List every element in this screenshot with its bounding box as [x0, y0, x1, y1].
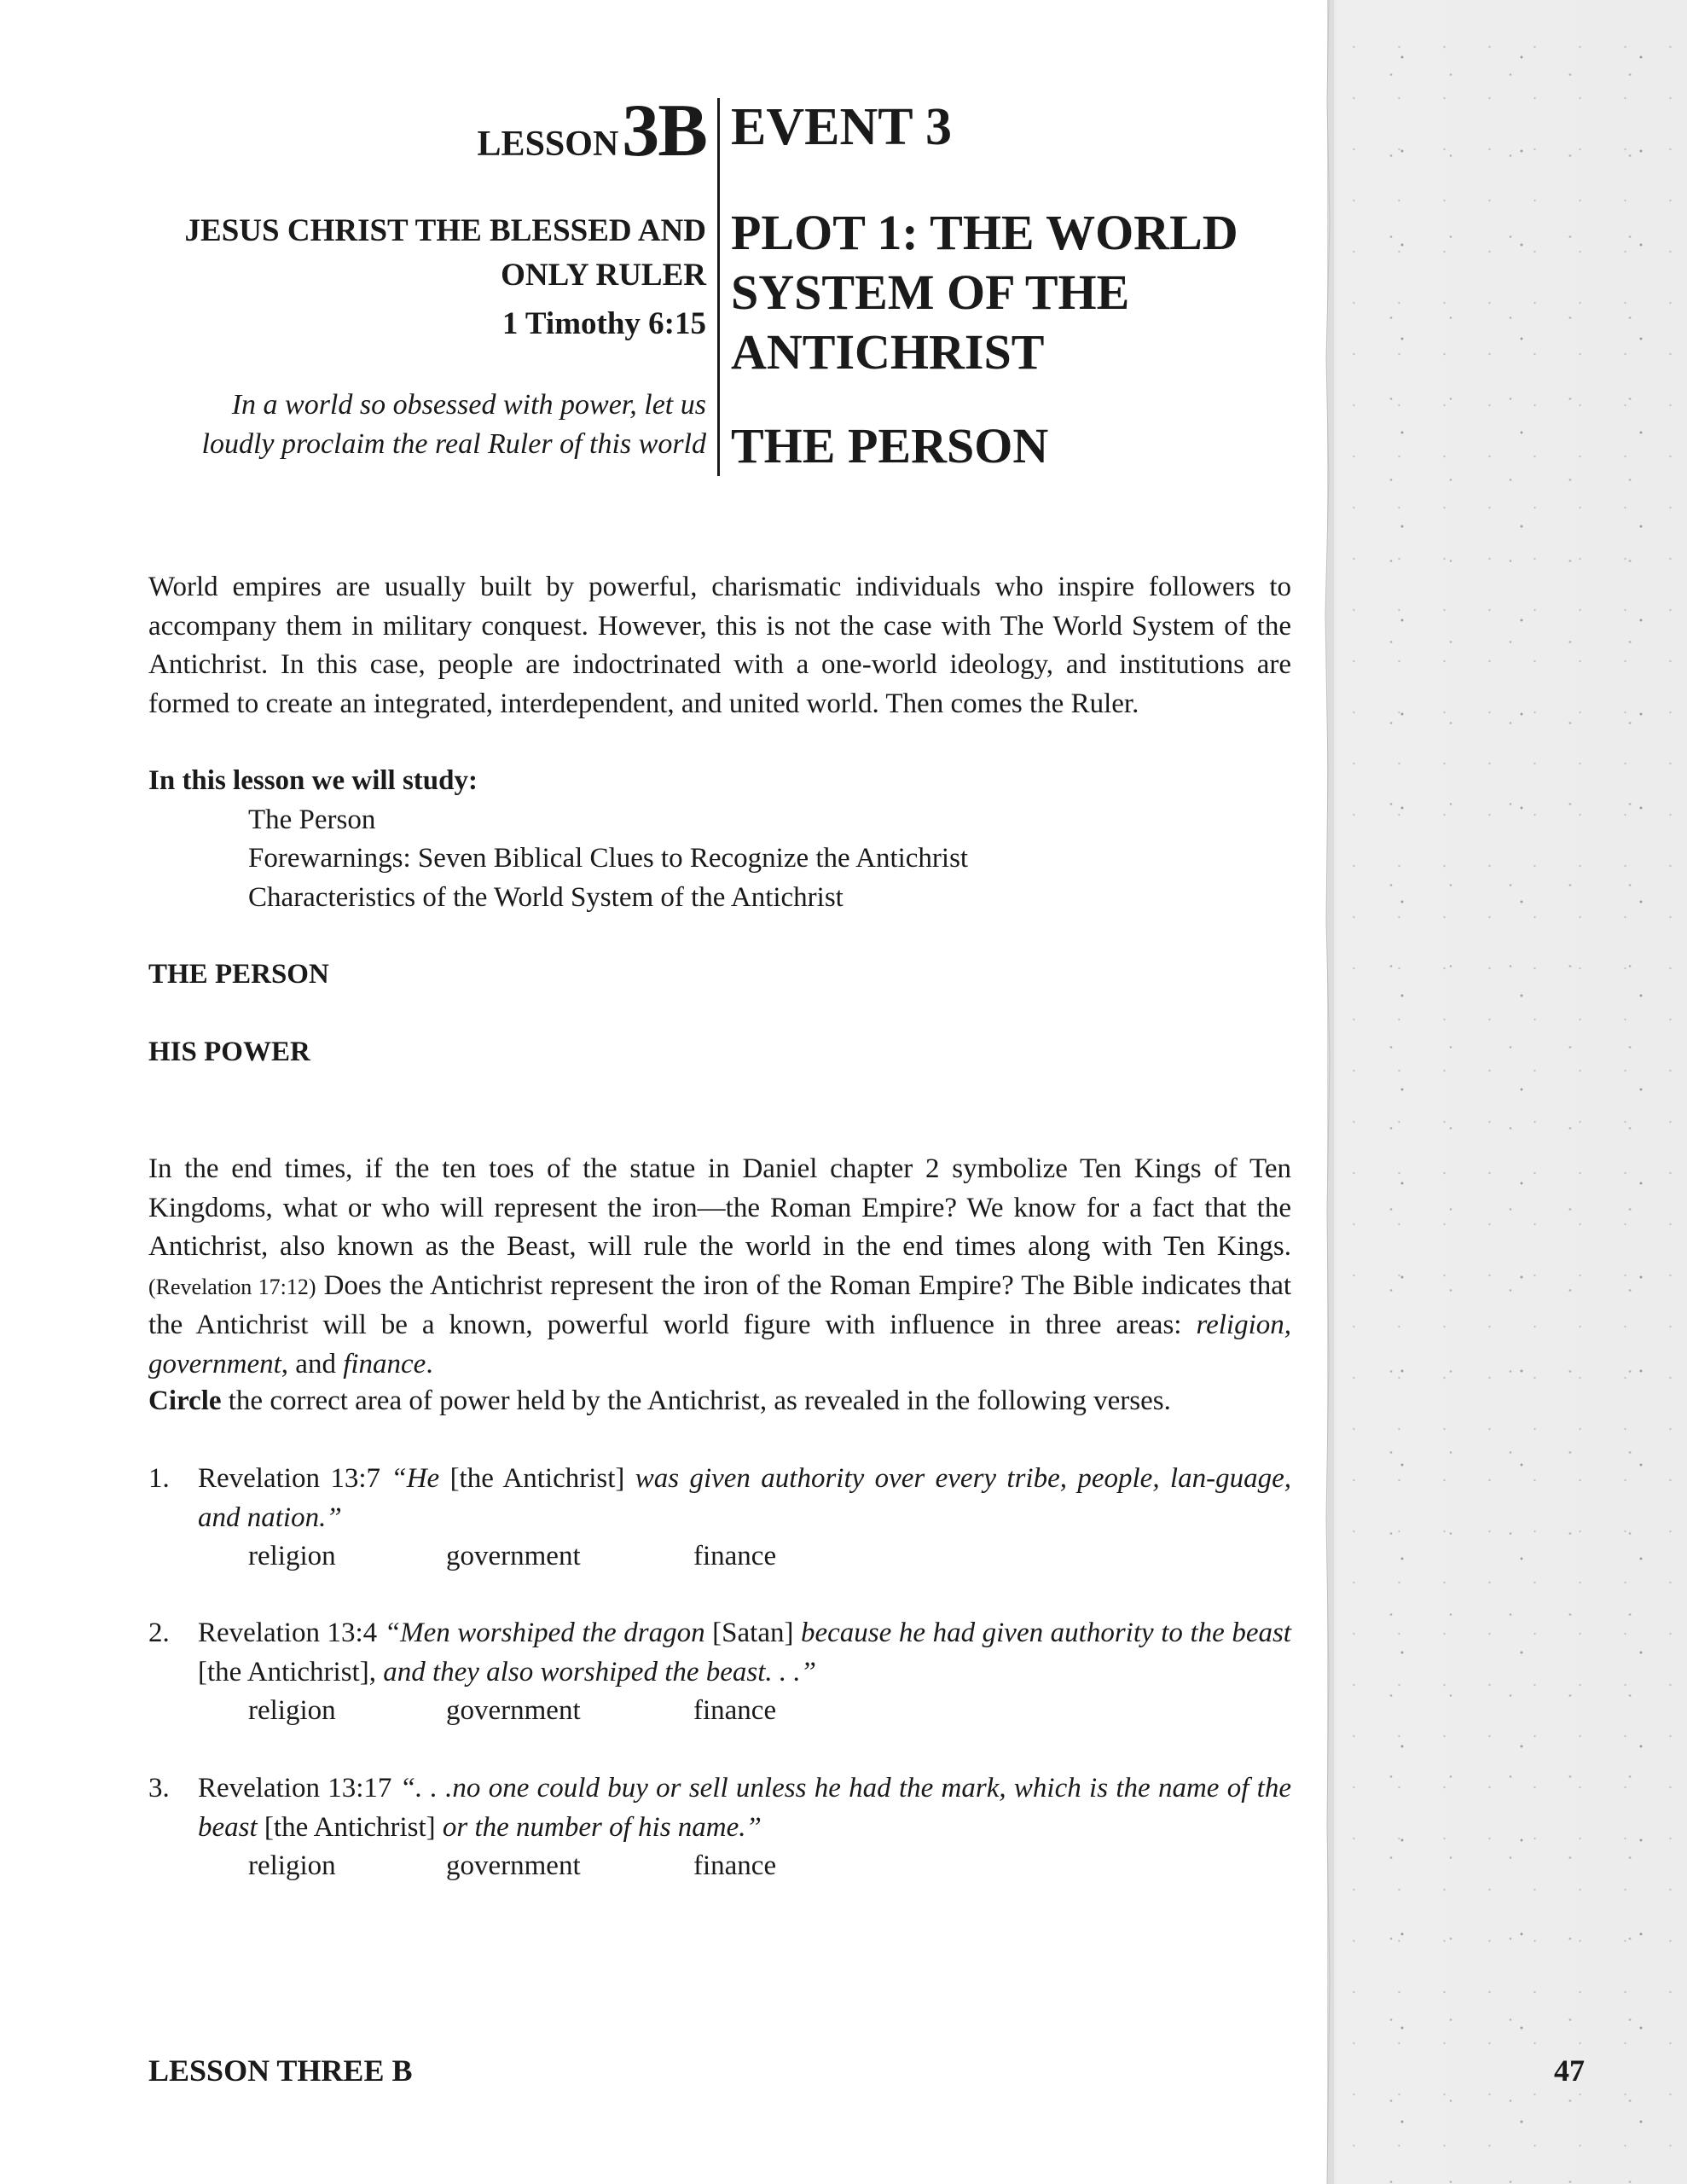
question-number: 2. — [148, 1618, 170, 1648]
plot-title — [731, 203, 1238, 382]
heading-his-power: HIS POWER — [148, 1037, 310, 1067]
lesson-number: 3B — [622, 90, 706, 172]
heading-the-person: THE PERSON — [148, 959, 329, 990]
option-government[interactable]: government — [446, 1541, 581, 1571]
verse-annotation: [the Antichrist] — [439, 1463, 635, 1494]
study-item: Forewarnings: Seven Biblical Clues to Recognize the Antichrist — [248, 843, 969, 874]
question-3 — [148, 1769, 1291, 1885]
answer-options — [148, 1847, 1291, 1885]
tagline-line-2: loudly proclaim the real Ruler of this world — [201, 428, 706, 460]
question-text — [198, 1614, 1291, 1692]
power-paragraph — [148, 1150, 1291, 1384]
question-reference: Revelation 13:17 — [198, 1773, 400, 1804]
verse-annotation: [Satan] — [704, 1618, 802, 1648]
scripture-reference: 1 Timothy 6:15 — [501, 306, 706, 341]
study-item: The Person — [248, 804, 376, 835]
section-title: THE PERSON — [731, 418, 1049, 473]
plot-line-2: SYSTEM OF THE — [731, 264, 1130, 320]
answer-options — [148, 1537, 1291, 1576]
footer-lesson-label: LESSON THREE B — [148, 2053, 413, 2088]
study-heading: In this lesson we will study: — [148, 765, 478, 796]
study-item: Characteristics of the World System of the Antichrist — [248, 881, 844, 913]
event-title: EVENT 3 — [731, 98, 952, 156]
verse-quote: “He — [391, 1463, 440, 1494]
lesson-title — [109, 90, 706, 172]
verse-quote: “Men worshiped the dragon — [384, 1618, 705, 1648]
verse-quote: and they also worshiped the beast. . .” — [383, 1656, 817, 1687]
option-religion[interactable]: religion — [248, 1850, 336, 1881]
option-finance[interactable]: finance — [693, 1541, 777, 1571]
area-religion: religion, — [1196, 1310, 1291, 1340]
lesson-subtitle — [109, 209, 706, 298]
power-text-2: Does the Antichrist represent the iron of the Roman Empire? The Bible indicates that the Antichrist will be a known, powerful world figure with influence in three areas: — [148, 1269, 1292, 1340]
option-government[interactable]: government — [446, 1695, 581, 1726]
plot-line-3: ANTICHRIST — [731, 324, 1045, 380]
verse-reference: (Revelation 17:12) — [148, 1274, 316, 1299]
subtitle-line-2: ONLY RULER — [501, 258, 706, 293]
option-finance[interactable]: finance — [693, 1695, 777, 1726]
plot-line-1: PLOT 1: THE WORLD — [731, 205, 1238, 260]
question-text — [198, 1460, 1291, 1537]
torn-paper-texture — [1327, 0, 1687, 2184]
area-separator: , and — [281, 1348, 336, 1380]
area-finance: finance — [343, 1348, 426, 1380]
torn-edge-decoration — [1322, 0, 1334, 2184]
option-religion[interactable]: religion — [248, 1541, 336, 1571]
verse-quote: or the number of his name.” — [442, 1811, 762, 1843]
lesson-label: LESSON — [477, 125, 619, 164]
study-list — [148, 762, 1291, 917]
option-government[interactable]: government — [446, 1850, 581, 1881]
question-number: 1. — [148, 1463, 170, 1494]
verse-annotation: [the Antichrist] — [257, 1811, 443, 1843]
verse-quote: because he had given authority to the beast — [801, 1618, 1291, 1648]
subtitle-line-1: JESUS CHRIST THE BLESSED AND — [184, 213, 706, 248]
question-text — [198, 1769, 1291, 1847]
instruction — [148, 1382, 1291, 1421]
question-reference: Revelation 13:7 — [198, 1463, 391, 1494]
question-reference: Revelation 13:4 — [198, 1618, 385, 1648]
area-government: government — [148, 1348, 281, 1380]
power-text-1: In the end times, if the ten toes of the statue in Daniel chapter 2 symbolize Ten Kings of Ten Kingdoms, what or who will represent the iron—the Roman Empire? We know for a fact that the Antichrist, also known as the Beast, will rule the world in the end times along with Ten Kings. — [148, 1153, 1291, 1262]
question-1 — [148, 1460, 1291, 1576]
instruction-bold: Circle — [148, 1385, 222, 1416]
question-2 — [148, 1614, 1291, 1730]
page-number: 47 — [1554, 2053, 1585, 2088]
intro-paragraph: World empires are usually built by powerful, charismatic individuals who inspire followers to accompany them in military conquest. However, this is not the case with The World System of the Antichrist. In this case, people are indoctrinated with a one-world ideology, and institutions are formed to create an integrated, interdependent, and united world. Then comes the Ruler. — [148, 572, 1291, 719]
question-number: 3. — [148, 1773, 170, 1804]
sentence-end: . — [426, 1348, 433, 1380]
lesson-tagline — [109, 386, 706, 464]
tagline-line-1: In a world so obsessed with power, let us — [231, 389, 706, 421]
option-religion[interactable]: religion — [248, 1695, 336, 1726]
verse-quote: was given authority over every tribe, people, lan-guage, and nation.” — [198, 1463, 1291, 1533]
verse-quote: “. . .no one could buy or sell unless he had the mark, which is the name of the beast — [198, 1773, 1291, 1843]
answer-options — [148, 1692, 1291, 1730]
verse-annotation: [the Antichrist], — [198, 1656, 384, 1687]
header-divider — [717, 98, 720, 476]
instruction-text: the correct area of power held by the Antichrist, as revealed in the following verses. — [221, 1385, 1171, 1416]
option-finance[interactable]: finance — [693, 1850, 777, 1881]
